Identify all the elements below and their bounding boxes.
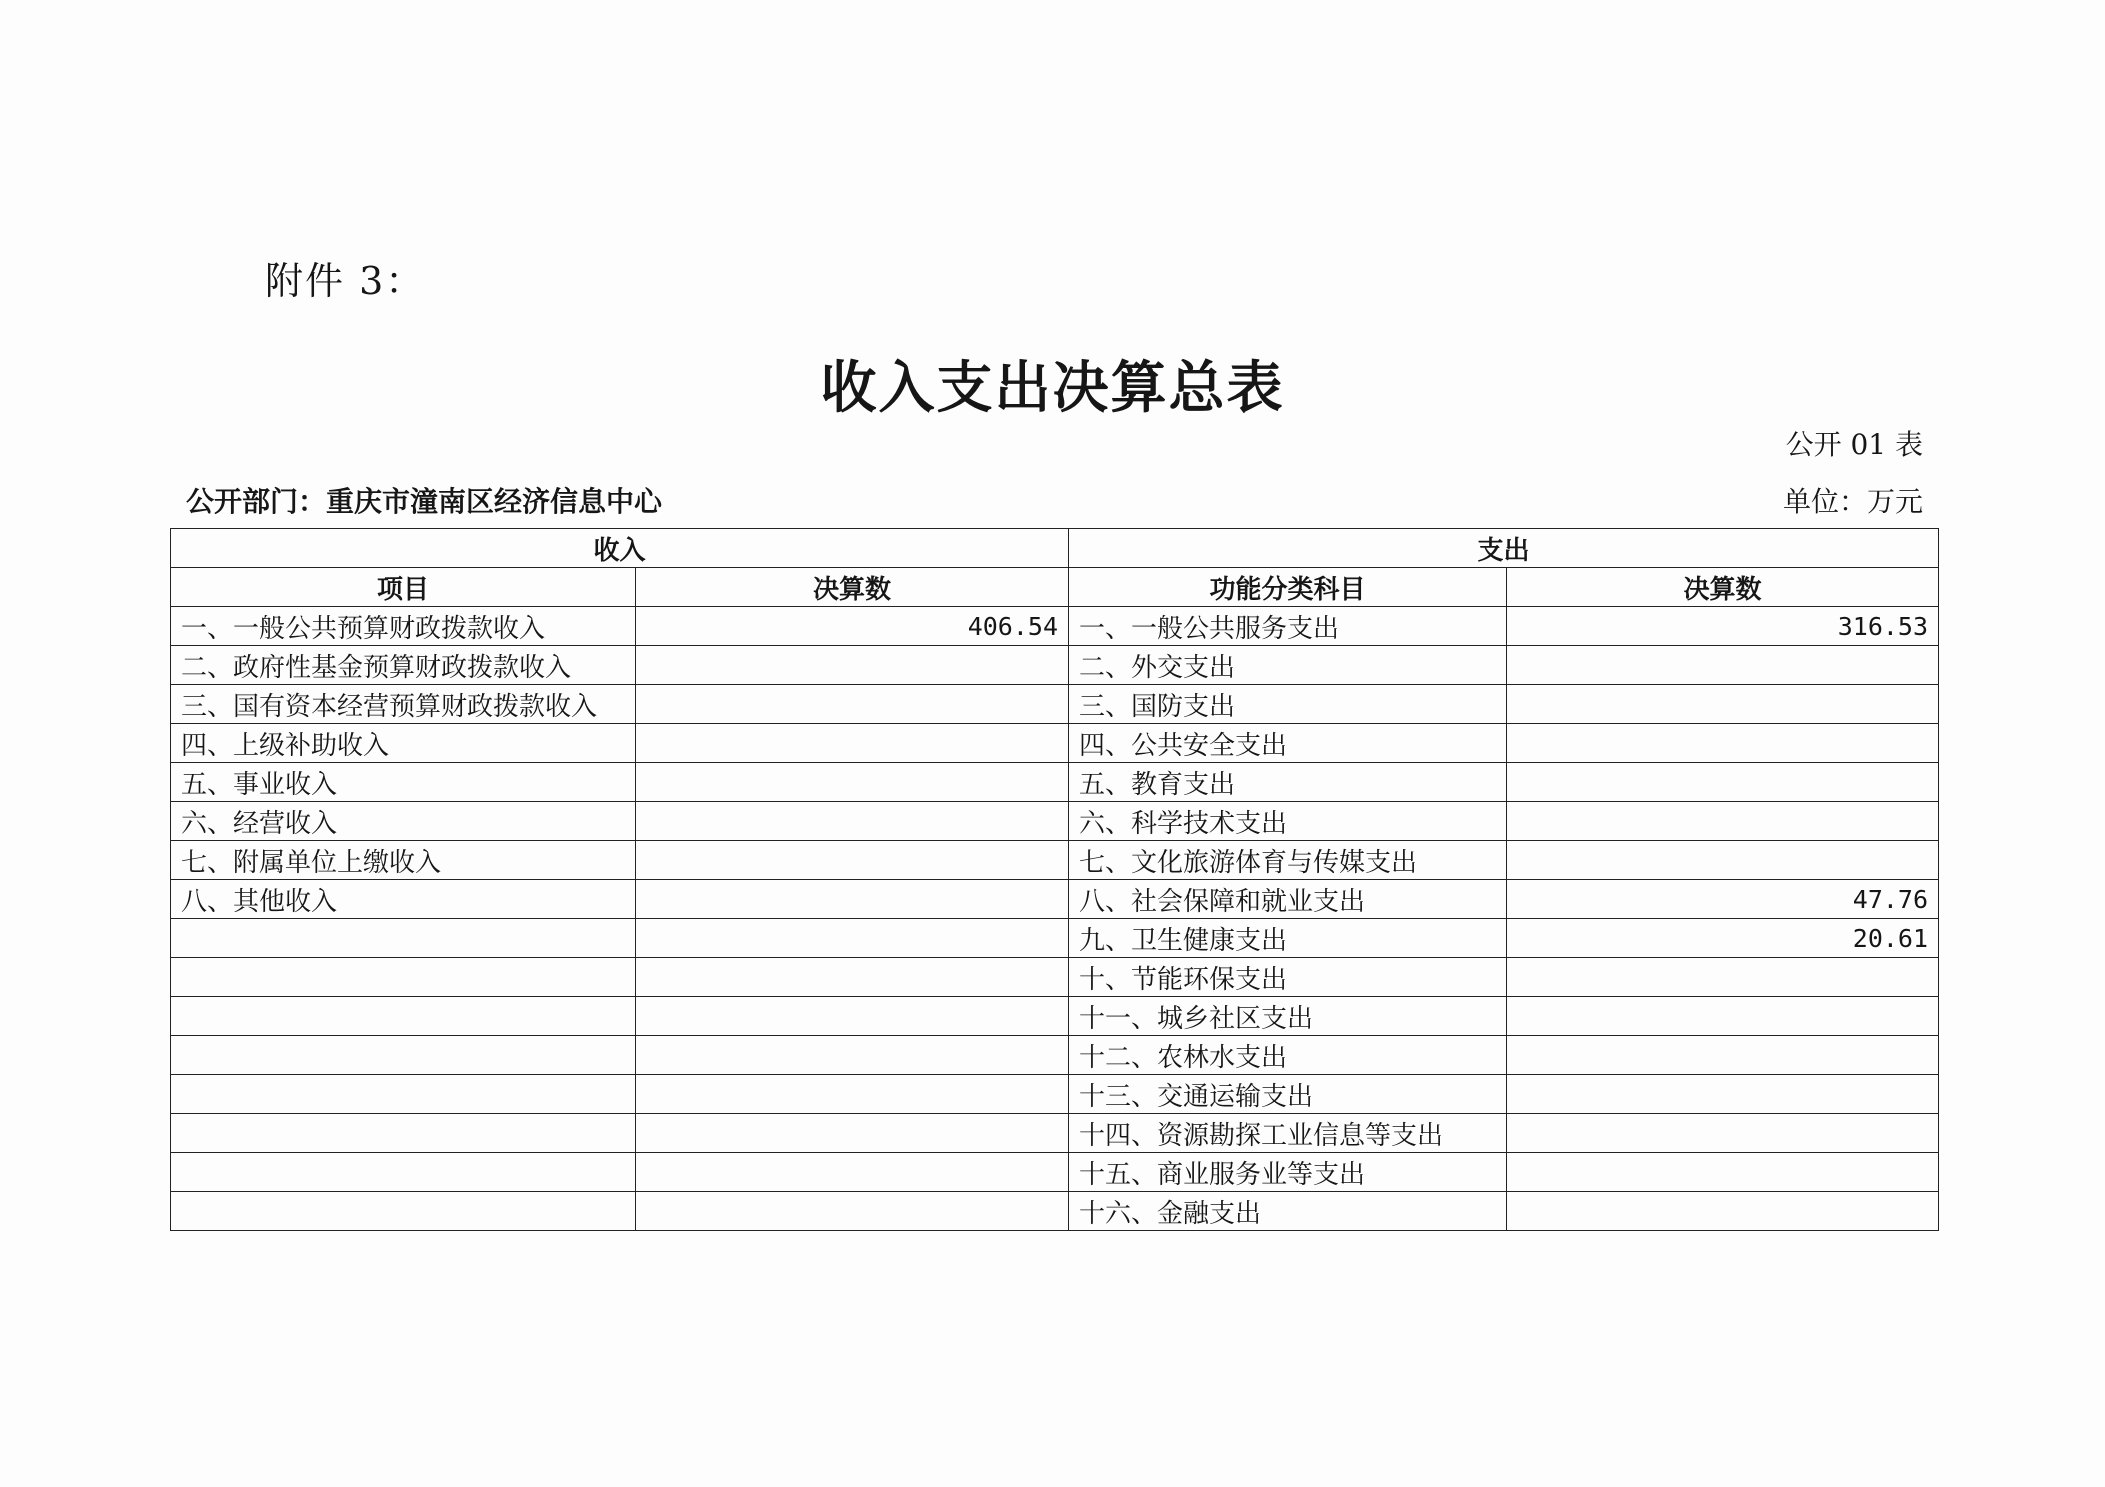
income-item-cell <box>171 1036 636 1075</box>
income-item-cell: 六、经营收入 <box>171 802 636 841</box>
expense-item-cell: 十二、农林水支出 <box>1069 1036 1507 1075</box>
expense-item-cell: 四、公共安全支出 <box>1069 724 1507 763</box>
table-row <box>171 724 1939 763</box>
income-amount-cell: 406.54 <box>636 607 1069 646</box>
unit-label: 单位：万元 <box>1782 485 1923 518</box>
income-item-cell <box>171 1192 636 1231</box>
expense-amount-cell <box>1507 724 1939 763</box>
expense-amount-cell <box>1507 646 1939 685</box>
col-header-item: 项目 <box>171 568 636 607</box>
income-item-cell <box>171 1114 636 1153</box>
income-amount-cell <box>636 1036 1069 1075</box>
expense-amount-cell: 316.53 <box>1507 607 1939 646</box>
col-header-func: 功能分类科目 <box>1069 568 1507 607</box>
income-item-cell: 五、事业收入 <box>171 763 636 802</box>
table-row <box>171 958 1939 997</box>
income-item-cell: 二、政府性基金预算财政拨款收入 <box>171 646 636 685</box>
table-row <box>171 997 1939 1036</box>
expense-amount-cell <box>1507 1036 1939 1075</box>
expense-item-cell: 十六、金融支出 <box>1069 1192 1507 1231</box>
income-item-cell: 七、附属单位上缴收入 <box>171 841 636 880</box>
expense-item-cell: 一、一般公共服务支出 <box>1069 607 1507 646</box>
income-item-cell <box>171 1075 636 1114</box>
expense-group-header: 支出 <box>1069 529 1939 568</box>
expense-amount-cell <box>1507 958 1939 997</box>
table-group-header-row <box>171 529 1939 568</box>
income-amount-cell <box>636 646 1069 685</box>
income-amount-cell <box>636 724 1069 763</box>
table-row <box>171 841 1939 880</box>
income-item-cell <box>171 1153 636 1192</box>
table-row <box>171 607 1939 646</box>
table-column-header-row <box>171 568 1939 607</box>
expense-amount-cell <box>1507 1192 1939 1231</box>
table-row <box>171 880 1939 919</box>
expense-item-cell: 十一、城乡社区支出 <box>1069 997 1507 1036</box>
income-item-cell <box>171 997 636 1036</box>
department-label: 公开部门：重庆市潼南区经济信息中心 <box>186 485 663 518</box>
income-amount-cell <box>636 763 1069 802</box>
income-expense-table <box>170 528 1939 1231</box>
income-amount-cell <box>636 880 1069 919</box>
col-header-income-amount: 决算数 <box>636 568 1069 607</box>
table-row <box>171 1114 1939 1153</box>
expense-item-cell: 十、节能环保支出 <box>1069 958 1507 997</box>
table-row <box>171 1036 1939 1075</box>
table-row <box>171 1192 1939 1231</box>
income-amount-cell <box>636 1192 1069 1231</box>
income-amount-cell <box>636 1114 1069 1153</box>
table-body <box>171 607 1939 1231</box>
income-item-cell: 八、其他收入 <box>171 880 636 919</box>
expense-item-cell: 二、外交支出 <box>1069 646 1507 685</box>
expense-amount-cell <box>1507 685 1939 724</box>
expense-item-cell: 七、文化旅游体育与传媒支出 <box>1069 841 1507 880</box>
income-item-cell <box>171 958 636 997</box>
income-amount-cell <box>636 802 1069 841</box>
table-row <box>171 763 1939 802</box>
attachment-label: 附件 3： <box>265 259 426 303</box>
table-row <box>171 1075 1939 1114</box>
income-amount-cell <box>636 1153 1069 1192</box>
table-row <box>171 919 1939 958</box>
expense-amount-cell: 20.61 <box>1507 919 1939 958</box>
expense-item-cell: 十五、商业服务业等支出 <box>1069 1153 1507 1192</box>
income-amount-cell <box>636 1075 1069 1114</box>
income-amount-cell <box>636 919 1069 958</box>
table-row <box>171 646 1939 685</box>
page-title: 收入支出决算总表 <box>820 355 1285 421</box>
income-item-cell: 一、一般公共预算财政拨款收入 <box>171 607 636 646</box>
col-header-expense-amount: 决算数 <box>1507 568 1939 607</box>
expense-amount-cell <box>1507 1153 1939 1192</box>
expense-amount-cell: 47.76 <box>1507 880 1939 919</box>
form-number: 公开 01 表 <box>1785 428 1923 461</box>
expense-amount-cell <box>1507 1114 1939 1153</box>
expense-amount-cell <box>1507 1075 1939 1114</box>
income-amount-cell <box>636 685 1069 724</box>
table-row <box>171 1153 1939 1192</box>
income-item-cell <box>171 919 636 958</box>
expense-amount-cell <box>1507 997 1939 1036</box>
expense-item-cell: 十四、资源勘探工业信息等支出 <box>1069 1114 1507 1153</box>
income-amount-cell <box>636 958 1069 997</box>
expense-item-cell: 五、教育支出 <box>1069 763 1507 802</box>
income-item-cell: 三、国有资本经营预算财政拨款收入 <box>171 685 636 724</box>
table-row <box>171 685 1939 724</box>
expense-item-cell: 十三、交通运输支出 <box>1069 1075 1507 1114</box>
expense-amount-cell <box>1507 841 1939 880</box>
income-amount-cell <box>636 841 1069 880</box>
expense-amount-cell <box>1507 763 1939 802</box>
expense-amount-cell <box>1507 802 1939 841</box>
expense-item-cell: 六、科学技术支出 <box>1069 802 1507 841</box>
expense-item-cell: 八、社会保障和就业支出 <box>1069 880 1507 919</box>
expense-item-cell: 三、国防支出 <box>1069 685 1507 724</box>
income-amount-cell <box>636 997 1069 1036</box>
income-group-header: 收入 <box>171 529 1069 568</box>
expense-item-cell: 九、卫生健康支出 <box>1069 919 1507 958</box>
income-item-cell: 四、上级补助收入 <box>171 724 636 763</box>
table-row <box>171 802 1939 841</box>
